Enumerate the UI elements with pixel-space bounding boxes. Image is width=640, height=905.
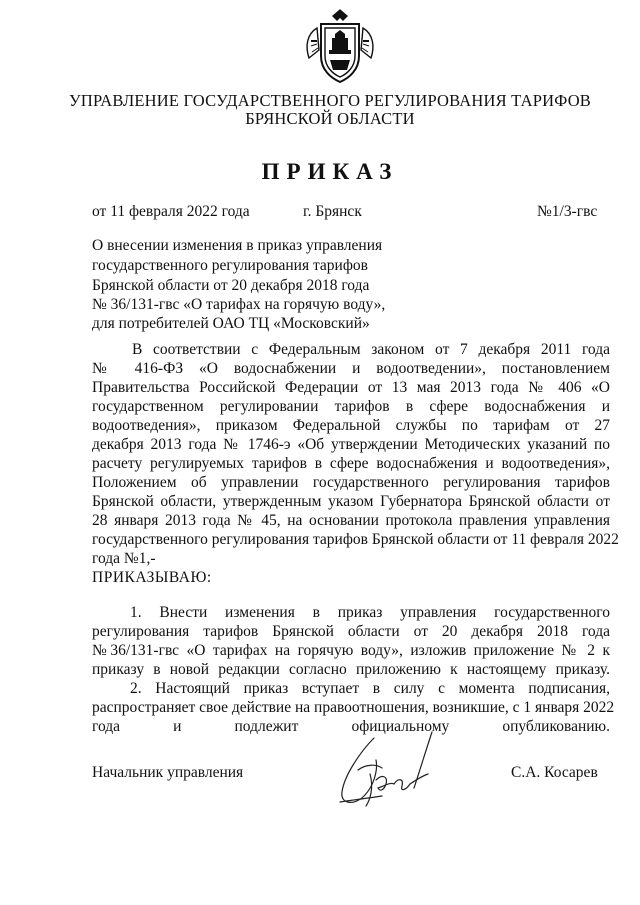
signer-name: С.А. Косарев <box>511 764 598 781</box>
subject-line: О внесении изменения в приказ управления <box>92 237 383 254</box>
document-city: г. Брянск <box>303 203 362 220</box>
preamble-line: Правительства Российской Федерации от 13 мая 2013 года № 406 «О <box>92 379 610 396</box>
org-name-line-2: БРЯНСКОЙ ОБЛАСТИ <box>245 109 415 128</box>
preamble-line: декабря 2013 года № 1746-э «Об утверждении Методических указаний по <box>92 436 610 453</box>
subject-line: для потребителей ОАО ТЦ «Московский» <box>92 315 370 332</box>
coat-of-arms-icon <box>297 6 383 88</box>
order-item-2-line: распространяет свое действие на правоотношения, возникшие, с 1 января 2022 <box>92 699 615 716</box>
order-item-1-line: приказу в новой редакции согласно приложению к настоящему приказу. <box>92 661 610 678</box>
signer-position: Начальник управления <box>92 764 244 781</box>
preamble-line: 28 января 2013 года № 45, на основании протокола правления управления <box>92 512 610 529</box>
subject-line: государственного регулирования тарифов <box>92 257 368 274</box>
order-item-1-line: регулирования тарифов Брянской области от 20 декабря 2018 года <box>92 623 610 640</box>
org-name-line-1: УПРАВЛЕНИЕ ГОСУДАРСТВЕННОГО РЕГУЛИРОВАНИЯ ТАРИФОВ <box>68 91 592 110</box>
handwritten-signature <box>330 730 440 812</box>
preamble-line: расчету регулируемых тарифов в сфере водоснабжения и водоотведения», <box>92 455 610 472</box>
subject-line: № 36/131-гвс «О тарифах на горячую воду», <box>92 296 386 313</box>
order-word: ПРИКАЗЫВАЮ: <box>92 569 212 586</box>
order-item-2-line: 2. Настоящий приказ вступает в силу с момента подписания, <box>130 680 610 697</box>
document-title: ПРИКАЗ <box>261 159 399 184</box>
preamble-line: Положением об управлении государственного регулирования тарифов <box>92 474 610 491</box>
document-date: от 11 февраля 2022 года <box>92 203 250 220</box>
preamble-line: Брянской области, утвержденным указом Губернатора Брянской области от <box>92 493 610 510</box>
document-number: №1/3-гвс <box>537 203 598 220</box>
subject-line: Брянской области от 20 декабря 2018 года <box>92 277 370 294</box>
order-item-1-line: 1. Внести изменения в приказ управления государственного <box>130 604 610 621</box>
preamble-line: государственном регулировании тарифов в сфере водоснабжения и <box>92 398 610 415</box>
order-item-1-line: №36/131-гвс «О тарифах на горячую воду», изложив приложение № 2 к <box>92 642 610 659</box>
preamble-line: № 416-ФЗ «О водоснабжении и водоотведении», постановлением <box>92 360 610 377</box>
preamble-line: государственного регулирования тарифов Брянской области от 11 февраля 2022 <box>92 531 619 548</box>
preamble-line: В соответствии с Федеральным законом от 7 декабря 2011 года <box>132 341 610 358</box>
preamble-line: водоотведения», приказом Федеральной службы по тарифам от 27 <box>92 417 610 434</box>
order-item-2-line: года и подлежит официальному опубликованию. <box>92 718 610 735</box>
preamble-line: года №1,- <box>92 550 156 567</box>
